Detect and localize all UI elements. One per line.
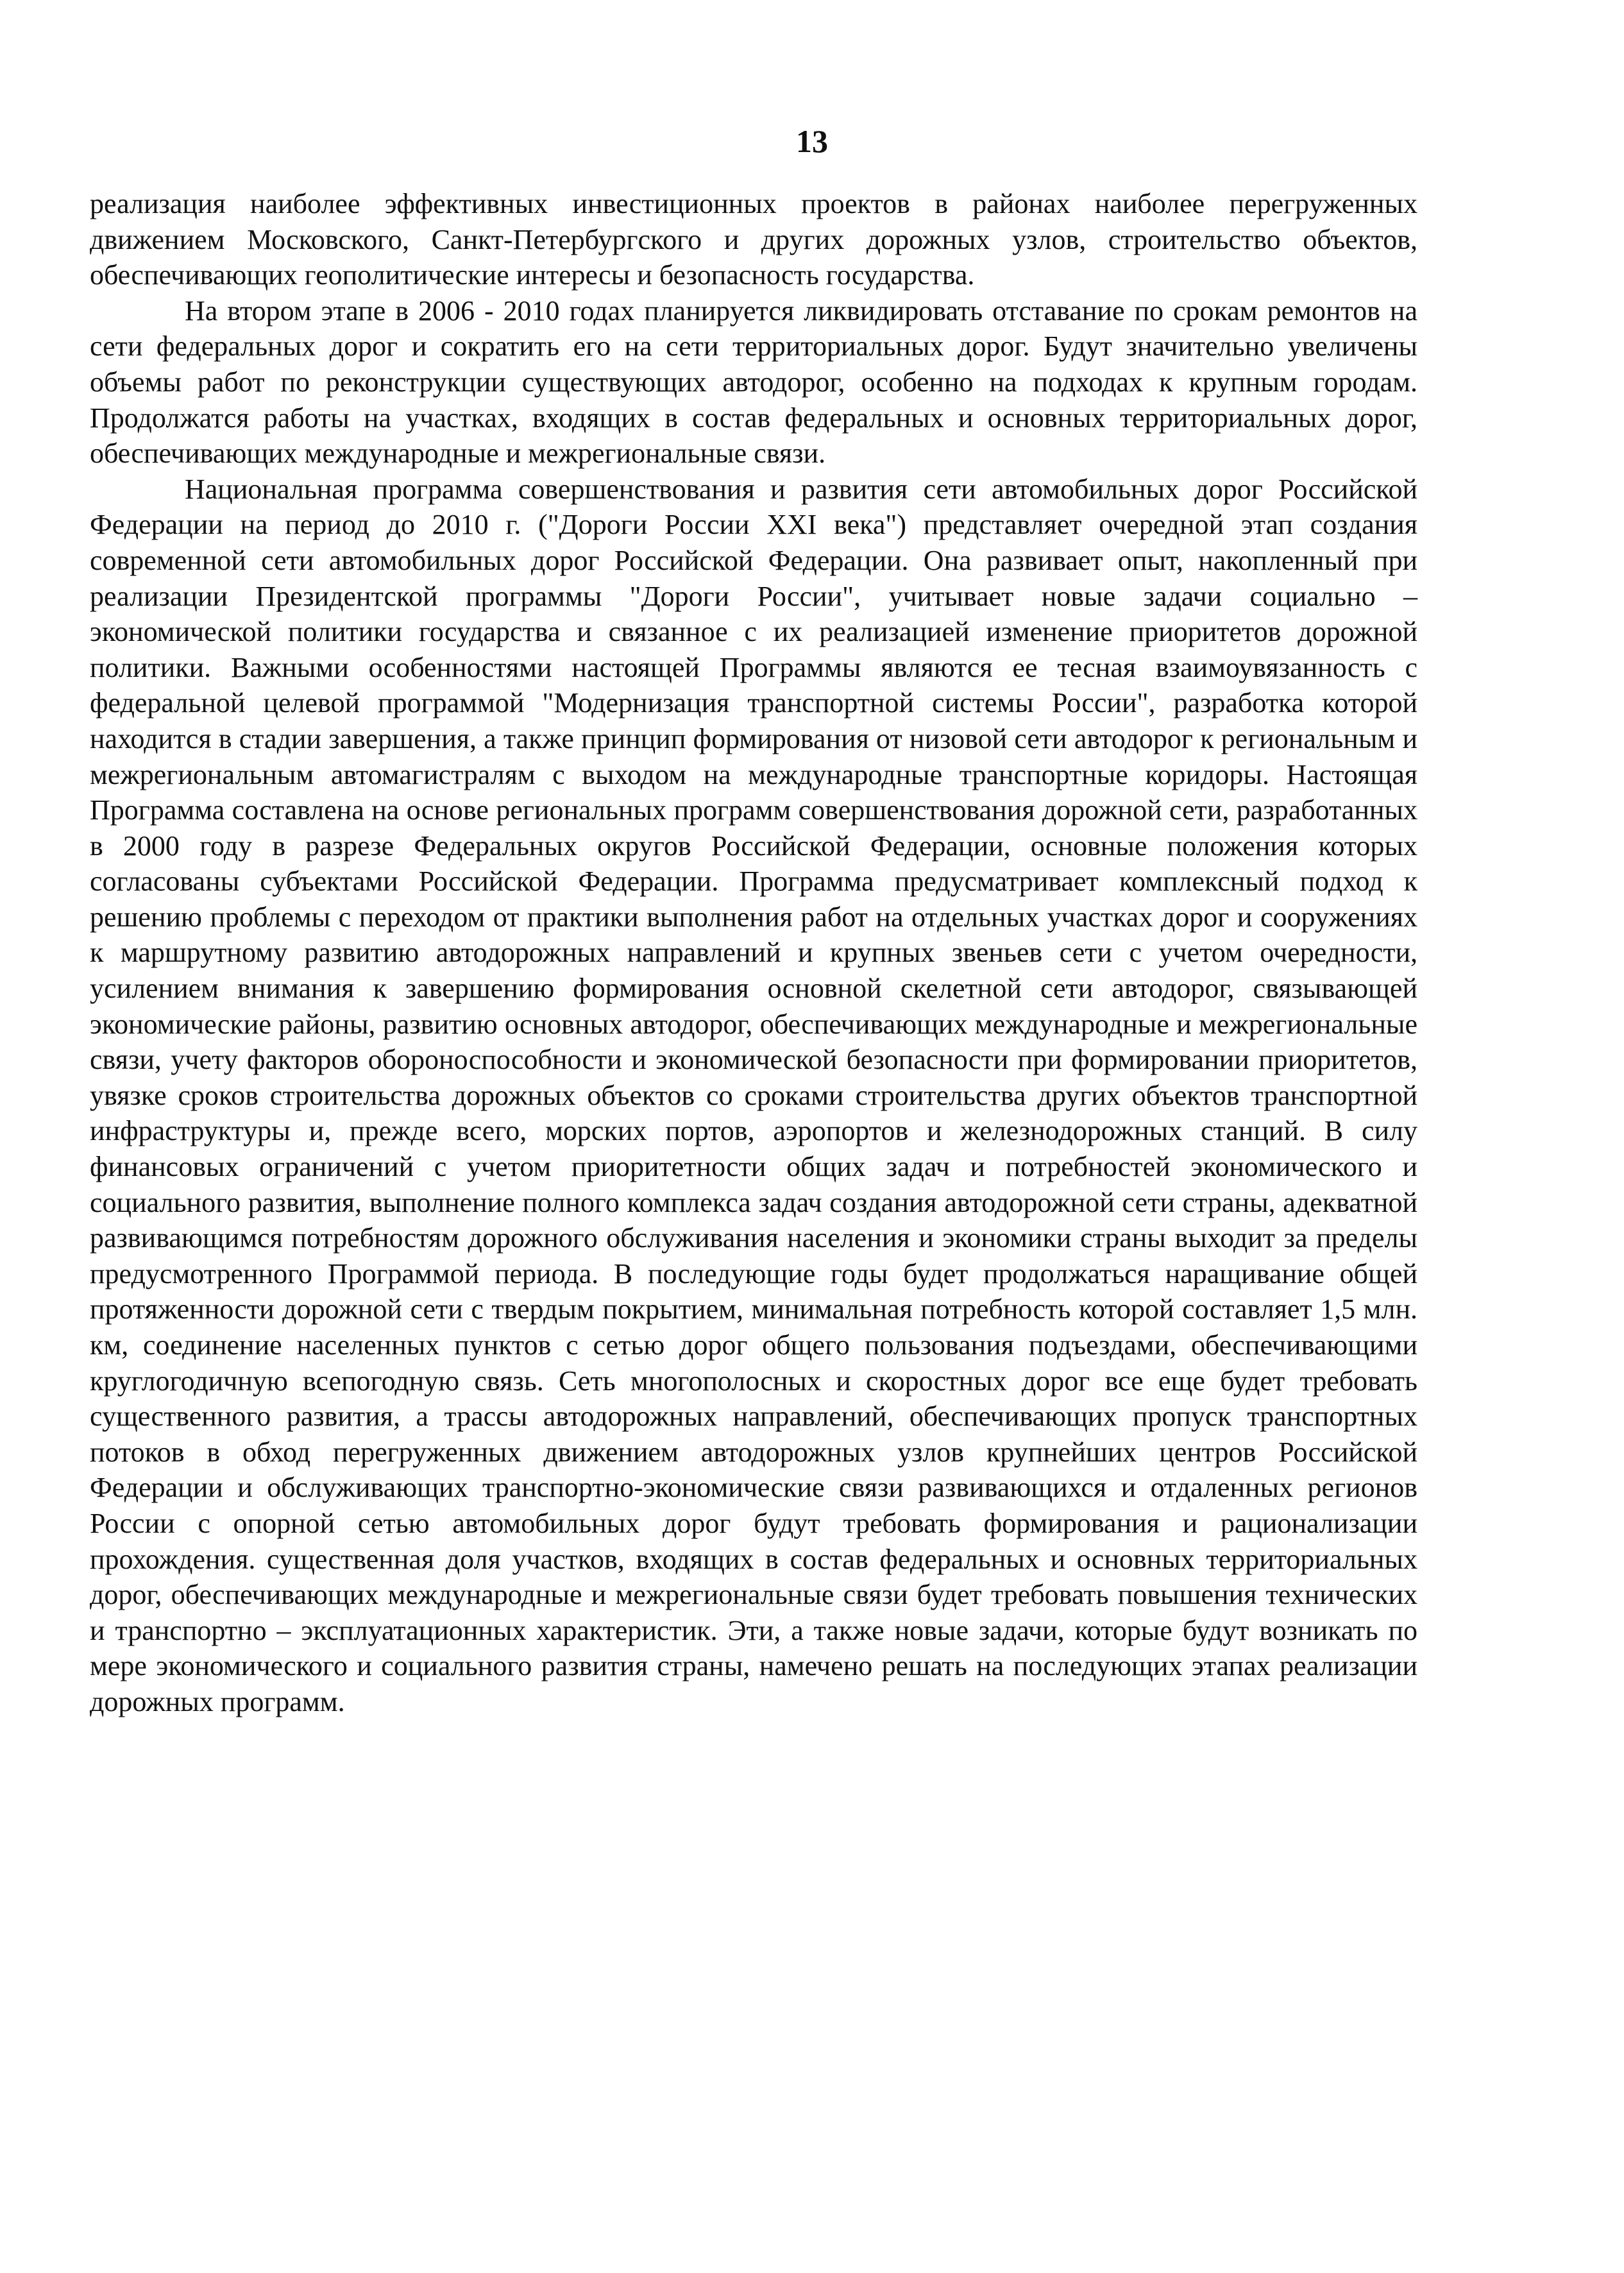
paragraph-continuation: реализация наиболее эффективных инвестиционных проектов в районах наиболее перегруженных движением Московского, Санкт-Петербургского и других дорожных узлов, строительство объектов, обеспечивающих геополитические интересы и безопасность государства. — [90, 188, 1417, 291]
paragraph-second-stage: На втором этапе в 2006 - 2010 годах планируется ликвидировать отставание по срокам ремонтов на сети федеральных дорог и сократить его на сети территориальных дорог. Будут значительно увеличены объемы работ по реконструкции существующих автодорог, особенно на подходах к крупным городам. Продолжатся работы на участках, входящих в состав федеральных и основных территориальных дорог, обеспечивающих международные и межрегиональные связи. — [90, 294, 1417, 470]
page-number: 13 — [796, 123, 828, 159]
body-text — [90, 186, 1417, 1720]
paragraph-national-program: Национальная программа совершенствования и развития сети автомобильных дорог Российской Федерации на период до 2010 г. ("Дороги России XXI века") представляет очередной этап создания современной сети автомобильных дорог Российской Федерации. Она развивает опыт, накопленный при реализации Президентской программы "Дороги России", учитывает новые задачи социально – экономической политики государства и связанное с их реализацией изменение приоритетов дорожной политики. Важными особенностями настоящей Программы являются ее тесная взаимоувязанность с федеральной целевой программой "Модернизация транспортной системы России", разработка которой находится в стадии завершения, а также принцип формирования от низовой сети автодорог к региональным и межрегиональным автомагистралям с выходом на международные транспортные коридоры. Настоящая Программа составлена на основе региональных программ совершенствования дорожной сети, разработанных в 2000 году в разрезе Федеральных округов Российской Федерации, основные положения которых согласованы субъектами Российской Федерации. Программа предусматривает комплексный подход к решению проблемы с переходом от практики выполнения работ на отдельных участках дорог и сооружениях к маршрутному развитию автодорожных направлений и крупных звеньев сети с учетом очередности, усилением внимания к завершению формирования основной скелетной сети автодорог, связывающей экономические районы, развитию основных автодорог, обеспечивающих международные и межрегиональные связи, учету факторов обороноспособности и экономической безопасности при формировании приоритетов, увязке сроков строительства дорожных объектов со сроками строительства других объектов транспортной инфраструктуры и, прежде всего, морских портов, аэропортов и железнодорожных станций. В силу финансовых ограничений с учетом приоритетности общих задач и потребностей экономического и социального развития, выполнение полного комплекса задач создания автодорожной сети страны, адекватной развивающимся потребностям дорожного обслуживания населения и экономики страны выходит за пределы предусмотренного Программой периода. В последующие годы будет продолжаться наращивание общей протяженности дорожной сети с твердым покрытием, минимальная потребность которой составляет 1,5 млн. км, соединение населенных пунктов с сетью дорог общего пользования подъездами, обеспечивающими круглогодичную всепогодную связь. Сеть многополосных и скоростных дорог все еще будет требовать существенного развития, а трассы автодорожных направлений, обеспечивающих пропуск транспортных потоков в обход перегруженных движением автодорожных узлов крупнейших центров Российской Федерации и обслуживающих транспортно-экономические связи развивающихся и отдаленных регионов России с опорной сетью автомобильных дорог будут требовать формирования и рационализации прохождения. существенная доля участков, входящих в состав федеральных и основных территориальных дорог, обеспечивающих международные и межрегиональные связи будет требовать повышения технических и транспортно – эксплуатационных характеристик. Эти, а также новые задачи, которые будут возникать по мере экономического и социального развития страны, намечено решать на последующих этапах реализации дорожных программ. — [90, 473, 1417, 1717]
